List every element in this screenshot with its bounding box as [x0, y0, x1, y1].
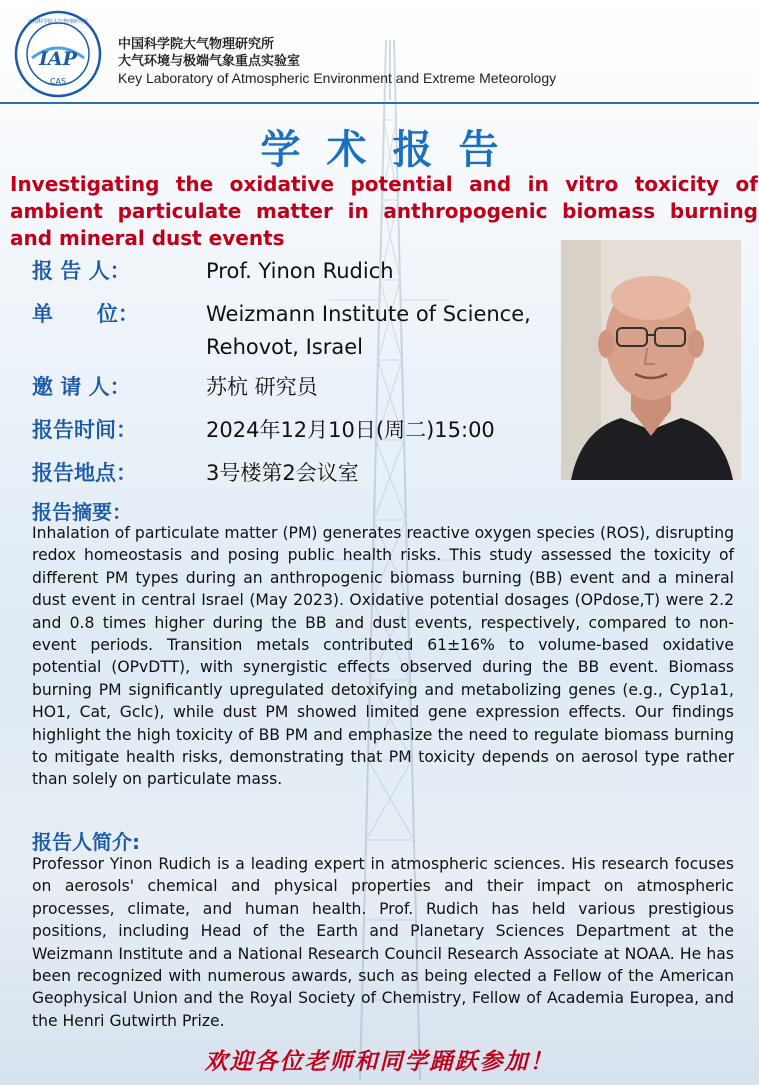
place-value: 3号楼第2会议室 — [206, 461, 359, 485]
time-label: 报告时间： — [32, 418, 137, 442]
speaker-value: Prof. Yinon Rudich — [206, 259, 394, 283]
speaker-photo — [561, 240, 741, 480]
host-value: 苏杭 研究员 — [206, 375, 318, 399]
logo-sub: CAS — [49, 77, 67, 86]
logo-text: IAP — [39, 48, 77, 70]
logo-ring: 中国科学院大气物理研究所 — [27, 19, 89, 25]
place-label: 报告地点： — [32, 461, 137, 485]
talk-title-line-1: Investigating the oxidative potential and in vitro toxicity of — [10, 172, 758, 196]
affiliation-value — [206, 298, 576, 364]
welcome-message: 欢迎各位老师和同学踊跃参加！ — [204, 1048, 555, 1075]
affiliation-line-2: Rehovot, Israel — [206, 335, 363, 359]
talk-title-line-2: ambient particulate matter in anthropogenic biomass burning — [10, 199, 758, 223]
lab-name-cn: 大气环境与极端气象重点实验室 — [118, 54, 301, 69]
header — [0, 0, 759, 104]
speaker-portrait-icon — [561, 240, 741, 480]
bio-text: Professor Yinon Rudich is a leading expert in atmospheric sciences. His research focuses on aerosols' chemical and physical properties and their impact on atmospheric processes, climate, and human health. Prof. Rudich has held various prestigious positions, including Head of the Earth and Planetary Sciences Department at the Weizmann Institute and a National Research Council Research Associate at NOAA. He has been recognized with numerous awards, such as being elected a Fellow of the American Geophysical Union and the Royal Society of Chemistry, Fellow of Academia Europea, and the Henri Gutwirth Prize. — [32, 855, 734, 1030]
affiliation-label: 单 位： — [32, 302, 139, 326]
institute-name-cn: 中国科学院大气物理研究所 — [118, 37, 275, 52]
iap-logo — [14, 10, 102, 98]
time-value: 2024年12月10日(周二)15:00 — [206, 418, 495, 442]
abstract-label: 报告摘要： — [32, 500, 132, 524]
talk-title-line-3: and mineral dust events — [10, 226, 285, 250]
header-divider — [0, 102, 759, 104]
page-title: 学术报告 — [260, 126, 525, 173]
speaker-label: 报 告 人： — [32, 259, 131, 283]
host-label: 邀 请 人： — [32, 375, 131, 399]
lab-name-en: Key Laboratory of Atmospheric Environment and Extreme Meteorology — [118, 70, 557, 86]
bio-label: 报告人简介: — [32, 830, 140, 854]
affiliation-line-1: Weizmann Institute of Science, — [206, 302, 531, 326]
header-text — [118, 36, 556, 87]
abstract-text: Inhalation of particulate matter (PM) generates reactive oxygen species (ROS), disrupting redox homeostasis and posing public health risks. This study assessed the toxicity of different PM types during an anthropogenic biomass burning (BB) event and a mineral dust event in central Israel (May 2023). Oxidative potential dosages (OPdose,T) were 2.2 and 0.8 times higher during the BB and dust events, respectively, compared to non-event periods. Transition metals contributed 61±16% to volume-based oxidative potential (OPvDTT), with synergistic effects observed during the BB event. Biomass burning PM significantly upregulated detoxifying and metabolizing genes (e.g., Cyp1a1, HO1, Cat, Gclc), while dust PM showed limited gene expression effects. Our findings highlight the high toxicity of BB PM and emphasize the need to regulate biomass burning to mitigate health risks, demonstrating that PM toxicity depends on aerosol type rather than solely on particulate mass. — [32, 524, 734, 789]
